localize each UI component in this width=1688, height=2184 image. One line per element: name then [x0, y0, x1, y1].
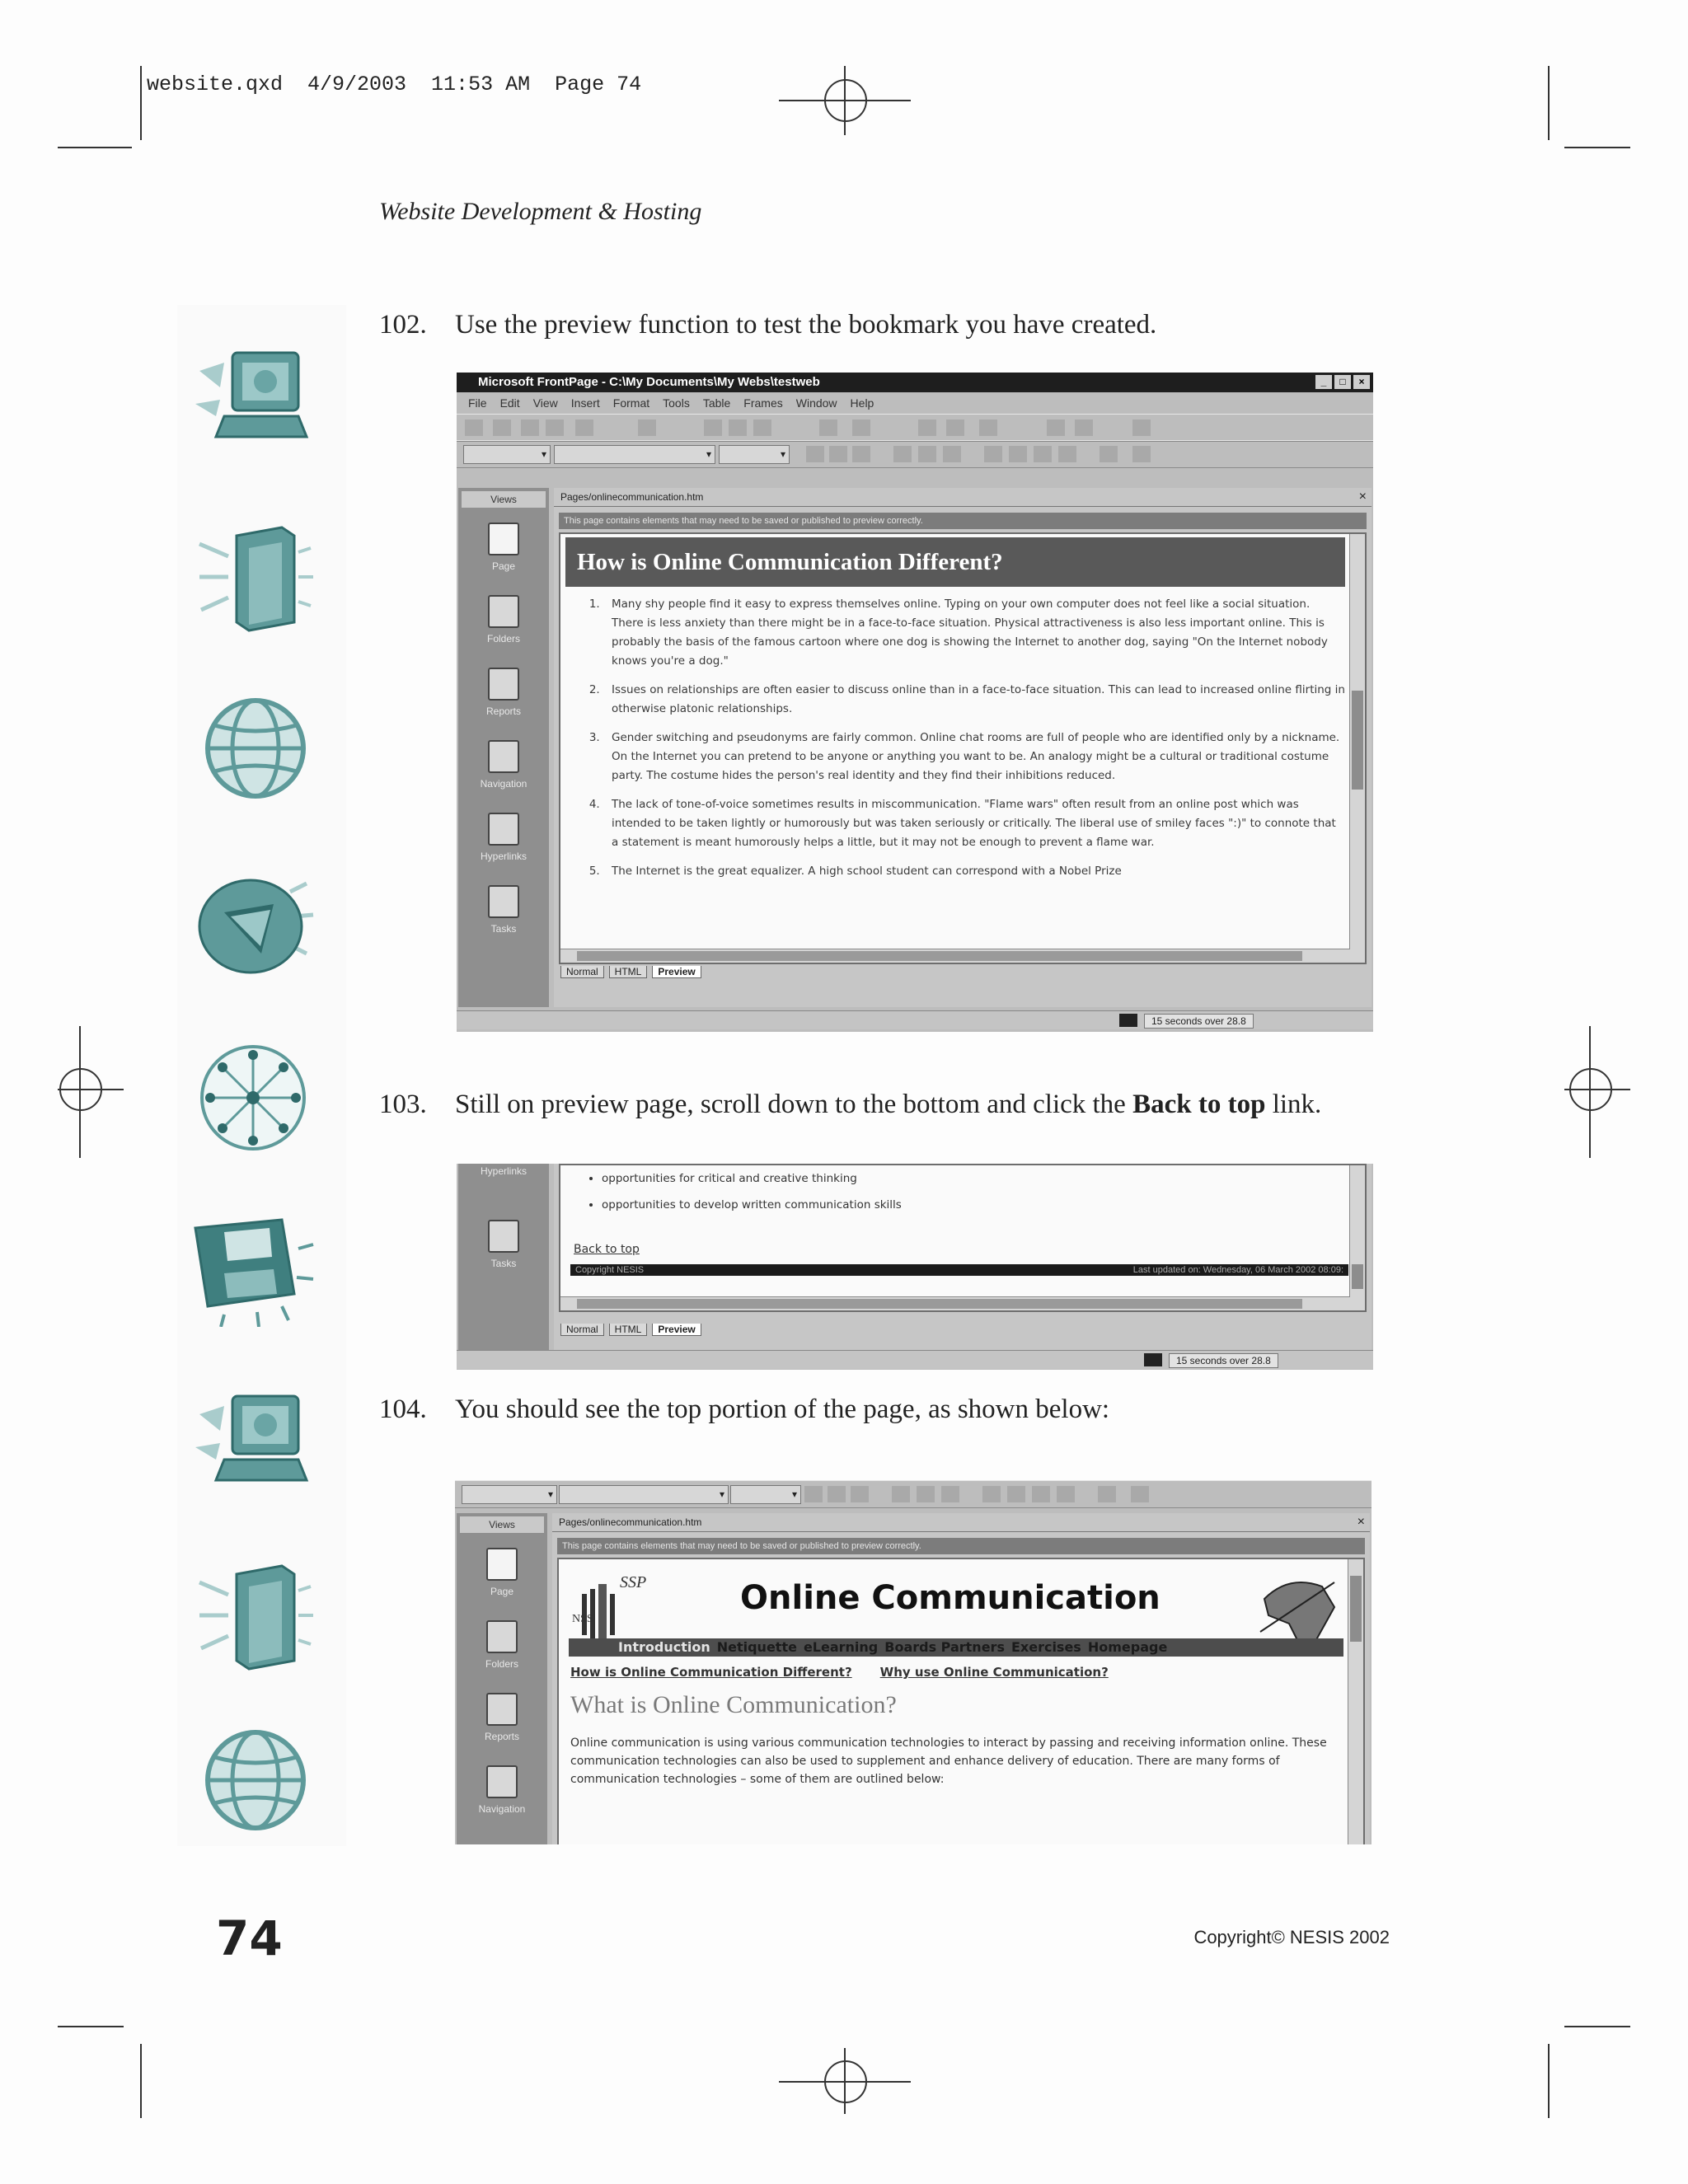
increase-indent-icon[interactable] [1058, 446, 1076, 462]
italic-icon[interactable] [829, 446, 847, 462]
nav-boards-partners[interactable]: Boards Partners [884, 1639, 1005, 1655]
download-time: 15 seconds over 28.8 [1144, 1014, 1254, 1029]
redo-icon[interactable] [852, 419, 870, 436]
link-why-use[interactable]: Why use Online Communication? [879, 1665, 1109, 1680]
banner-title: Online Communication [740, 1579, 1160, 1617]
view-label: Reports [484, 1731, 520, 1742]
menu-bar [457, 392, 1373, 414]
horizontal-scrollbar[interactable] [560, 949, 1350, 963]
nav-homepage[interactable]: Homepage [1087, 1639, 1168, 1655]
font-color-icon[interactable] [1131, 1486, 1149, 1502]
vertical-scrollbar[interactable] [1349, 1165, 1365, 1310]
step-text-bold: Back to top [1132, 1090, 1266, 1119]
view-hyperlinks[interactable] [458, 1165, 549, 1177]
menu-table[interactable]: Table [702, 396, 731, 410]
align-right-icon[interactable] [941, 1486, 959, 1502]
align-center-icon[interactable] [917, 1486, 935, 1502]
view-tabs [560, 966, 701, 978]
view-page[interactable] [457, 1548, 547, 1597]
view-label: Hyperlinks [480, 851, 527, 862]
section-heading: What is Online Communication? [570, 1691, 897, 1718]
page-view-icon [488, 523, 519, 555]
step-text: Use the preview function to test the bookmark you have created. [455, 310, 1157, 340]
nav-netiquette[interactable]: Netiquette [716, 1639, 797, 1655]
svg-text:NSS: NSS [572, 1613, 593, 1625]
tab-preview[interactable]: Preview [652, 1324, 701, 1336]
registration-line [79, 1026, 81, 1158]
increase-indent-icon[interactable] [1057, 1486, 1075, 1502]
menu-tools[interactable]: Tools [663, 396, 690, 410]
tab-normal[interactable]: Normal [560, 1324, 604, 1336]
panel-title-bar [552, 1513, 1370, 1532]
view-label: Hyperlinks [480, 1165, 527, 1177]
view-page[interactable] [458, 523, 549, 572]
refresh-icon[interactable] [1075, 419, 1093, 436]
copy-icon[interactable] [729, 419, 747, 436]
floppy-disk-icon [191, 1212, 315, 1327]
spelling-icon[interactable] [638, 419, 656, 436]
menu-format[interactable]: Format [612, 396, 650, 410]
step-text [455, 1090, 1321, 1120]
step-text-part: Still on preview page, scroll down to the bottom and click the [455, 1090, 1133, 1119]
back-to-top-link[interactable]: Back to top [574, 1243, 640, 1256]
preview-content [557, 1558, 1365, 1844]
align-left-icon[interactable] [892, 1486, 910, 1502]
view-label: Reports [485, 705, 522, 717]
tab-normal[interactable]: Normal [560, 966, 604, 978]
menu-edit[interactable]: Edit [499, 396, 520, 410]
opportunities-list [569, 1165, 902, 1218]
view-label: Tasks [490, 1258, 517, 1269]
crop-mark [58, 2026, 124, 2027]
navigation-view-icon [486, 1765, 518, 1798]
vertical-scrollbar[interactable] [1349, 534, 1365, 963]
status-bar [457, 1010, 1373, 1029]
panel-title-bar [554, 488, 1372, 507]
scroll-thumb[interactable] [1352, 691, 1363, 790]
navigation-view-icon [488, 740, 519, 773]
computer-icon [191, 338, 315, 453]
crop-mark [1548, 2044, 1550, 2118]
tasks-view-icon [488, 885, 519, 918]
nav-elearning[interactable]: eLearning [803, 1639, 879, 1655]
minimize-button[interactable]: _ [1315, 375, 1332, 389]
view-label: Page [490, 1586, 514, 1597]
registration-line [1564, 1089, 1630, 1090]
preview-content [559, 532, 1367, 964]
page-number: 74 [216, 1910, 283, 1966]
view-label: Navigation [478, 1803, 526, 1815]
frontpage-screenshot-1 [457, 373, 1373, 1032]
crop-mark [1564, 147, 1630, 148]
bold-icon[interactable] [804, 1486, 823, 1502]
menu-view[interactable]: View [532, 396, 558, 410]
font-dropdown[interactable]: ▾ [554, 445, 715, 464]
bullets-icon[interactable] [1009, 446, 1027, 462]
registration-line [844, 66, 846, 135]
nav-introduction[interactable]: Introduction [618, 1639, 710, 1655]
numbering-icon[interactable] [984, 446, 1002, 462]
network-icon [191, 1040, 315, 1155]
view-reports[interactable] [457, 1693, 547, 1742]
registration-line [1589, 1026, 1591, 1158]
insert-component-icon[interactable] [918, 419, 936, 436]
view-label: Navigation [480, 778, 528, 790]
bold-icon[interactable] [806, 446, 824, 462]
help-icon[interactable] [1132, 419, 1151, 436]
folders-view-icon [488, 595, 519, 628]
frontpage-screenshot-2 [457, 1164, 1373, 1370]
menu-file[interactable]: File [468, 396, 487, 410]
frontpage-screenshot-3 [455, 1480, 1372, 1844]
cut-icon[interactable] [704, 419, 722, 436]
in-page-links [570, 1665, 1109, 1680]
window-title-bar [457, 373, 1373, 392]
align-center-icon[interactable] [918, 446, 936, 462]
save-icon[interactable] [521, 419, 539, 436]
step-number: 104. [379, 1394, 427, 1424]
scroll-thumb[interactable] [577, 951, 1302, 961]
view-folders[interactable] [457, 1620, 547, 1670]
panel-title: Pages/onlinecommunication.htm [560, 491, 704, 503]
open-icon[interactable] [493, 419, 511, 436]
preview-warning: This page contains elements that may need to be saved or published to preview correctly. [559, 513, 1367, 529]
reports-view-icon [488, 668, 519, 701]
maximize-button[interactable]: □ [1334, 375, 1351, 389]
style-dropdown[interactable]: ▾ [463, 445, 551, 464]
view-label: Folders [486, 633, 520, 644]
close-panel-icon[interactable]: × [1358, 490, 1367, 504]
menu-help[interactable]: Help [850, 396, 874, 410]
views-bar [458, 488, 549, 1007]
horizontal-scrollbar[interactable] [560, 1296, 1350, 1310]
views-header: Views [462, 491, 546, 508]
new-page-icon[interactable] [465, 419, 483, 436]
hyperlink-icon[interactable] [1047, 419, 1065, 436]
page-panel [554, 488, 1372, 1007]
page-footer-bar [570, 1264, 1348, 1276]
decrease-indent-icon[interactable] [1032, 1486, 1050, 1502]
list-item: 4. The lack of tone-of-voice sometimes results in miscommunication. "Flame wars" often result from an online post which was intended to be taken lightly or humorously but was taken seriously or critically. The liberal use of smiley faces ":)" to connote that a statement is meant humorously helps a little, but it may not be enough to prevent a flame war. [603, 795, 1345, 852]
insert-picture-icon[interactable] [979, 419, 997, 436]
list-item: 3. Gender switching and pseudonyms are fairly common. Online chat rooms are full of people who are identified only by a nickname. On the Internet you can pretend to be anyone or anything you want to be. An analogy might be a cultural or traditional costume party. The costume hides the person's real identity and they find their inhibitions reduced. [603, 729, 1345, 785]
list-item: 1. Many shy people find it easy to express themselves online. Typing on your own computer does not feel like a social situation. There is less anxiety than there might be in a face-to-face situation. Physical attractiveness is also less important online. This is probably the basis of the famous cartoon where one dog is showing the Internet to another dog, saying "On the Internet nobody knows you're a dog." [603, 595, 1345, 671]
status-bar [457, 1350, 1373, 1369]
list-item: • opportunities to develop written communication skills [602, 1192, 902, 1218]
view-navigation[interactable] [458, 740, 549, 790]
crop-mark [58, 147, 132, 148]
underline-icon[interactable] [852, 446, 870, 462]
window-title: Microsoft FrontPage - C:\My Documents\My Webs\testweb [478, 375, 820, 389]
decrease-indent-icon[interactable] [1034, 446, 1052, 462]
font-size-dropdown[interactable]: ▾ [730, 1485, 801, 1504]
close-panel-icon[interactable]: × [1357, 1515, 1365, 1529]
scroll-thumb[interactable] [1350, 1576, 1362, 1642]
tower-pc-icon [191, 519, 315, 635]
page-heading: How is Online Communication Different? [565, 537, 1345, 587]
monitor-icon [191, 867, 315, 982]
list-item: • opportunities for critical and creative thinking [602, 1165, 902, 1192]
hyperlinks-view-icon [488, 813, 519, 846]
view-folders[interactable] [458, 595, 549, 644]
font-dropdown[interactable]: ▾ [559, 1485, 729, 1504]
tab-preview[interactable]: Preview [652, 966, 701, 978]
folder-list-icon[interactable] [575, 419, 593, 436]
intro-paragraph: Online communication is using various communication technologies to interact by passing and receiving information online. These communication technologies can also be used to supplement and enhance delivery of education. There are many forms of communication technologies – some of them are outlined below: [570, 1736, 1327, 1786]
list-item: 5. The Internet is the great equalizer. A high school student can correspond with a Nobel Prize [603, 862, 1345, 881]
step-text: You should see the top portion of the page, as shown below: [455, 1394, 1110, 1424]
link-how-different[interactable]: How is Online Communication Different? [570, 1665, 852, 1680]
step-number: 103. [379, 1090, 427, 1119]
menu-window[interactable]: Window [795, 396, 837, 410]
underline-icon[interactable] [851, 1486, 869, 1502]
site-nav [569, 1638, 1343, 1657]
svg-text:SSP: SSP [620, 1573, 647, 1591]
view-reports[interactable] [458, 668, 549, 717]
standard-toolbar [457, 414, 1373, 442]
view-label: Page [491, 560, 516, 572]
insert-table-icon[interactable] [946, 419, 964, 436]
copyright-notice: Copyright© NESIS 2002 [1193, 1927, 1390, 1947]
running-header: Website Development & Hosting [379, 198, 702, 225]
nav-exercises[interactable]: Exercises [1010, 1639, 1081, 1655]
status-icon [1119, 1014, 1137, 1027]
page-panel [552, 1513, 1370, 1844]
italic-icon[interactable] [828, 1486, 846, 1502]
footer-copyright: Copyright NESIS [575, 1265, 645, 1275]
step-number: 102. [379, 310, 427, 340]
step-text-part: link. [1265, 1090, 1322, 1119]
view-tasks[interactable] [458, 1220, 549, 1269]
vertical-scrollbar[interactable] [1348, 1559, 1363, 1844]
undo-icon[interactable] [819, 419, 837, 436]
tab-html[interactable]: HTML [609, 966, 648, 978]
formatting-toolbar [457, 440, 1373, 468]
download-time: 15 seconds over 28.8 [1169, 1353, 1278, 1368]
registration-line [58, 1089, 124, 1090]
view-label: Tasks [490, 923, 517, 935]
menu-insert[interactable]: Insert [570, 396, 600, 410]
folders-view-icon [486, 1620, 518, 1653]
paste-icon[interactable] [753, 419, 771, 436]
numbering-icon[interactable] [982, 1486, 1001, 1502]
registration-line [844, 2048, 846, 2114]
preview-warning: This page contains elements that may need to be saved or published to preview correctly. [557, 1538, 1365, 1554]
views-bar [458, 1164, 549, 1350]
view-navigation[interactable] [457, 1765, 547, 1815]
menu-frames[interactable]: Frames [743, 396, 783, 410]
print-icon[interactable] [546, 419, 564, 436]
list-item: 2. Issues on relationships are often easier to discuss online than in a face-to-face situation. This can lead to increased online flirting in otherwise platonic relationships. [603, 681, 1345, 719]
bullets-icon[interactable] [1007, 1486, 1025, 1502]
differences-list [577, 595, 1345, 891]
page-panel [554, 1164, 1372, 1350]
font-color-icon[interactable] [1132, 446, 1151, 462]
view-tabs [560, 1324, 701, 1336]
globe-icon [191, 691, 315, 806]
crop-mark [1564, 2026, 1630, 2027]
computer-icon [191, 1381, 315, 1497]
scroll-thumb[interactable] [577, 1299, 1302, 1309]
crop-mark [140, 66, 142, 140]
print-slug: website.qxd 4/9/2003 11:53 AM Page 74 [147, 73, 642, 96]
formatting-toolbar [455, 1480, 1372, 1508]
align-left-icon[interactable] [893, 446, 912, 462]
style-dropdown[interactable]: ▾ [462, 1485, 557, 1504]
close-button[interactable]: × [1353, 375, 1370, 389]
tower-pc-icon [191, 1558, 315, 1673]
tab-html[interactable]: HTML [609, 1324, 648, 1336]
crop-mark [1548, 66, 1550, 140]
font-size-dropdown[interactable]: ▾ [719, 445, 790, 464]
preview-content [559, 1164, 1367, 1312]
crop-mark [140, 2044, 142, 2118]
scroll-thumb[interactable] [1352, 1264, 1363, 1289]
status-icon [1144, 1353, 1162, 1366]
view-label: Folders [485, 1658, 518, 1670]
footer-updated: Last updated on: Wednesday, 06 March 2002 08:09: [1132, 1265, 1343, 1275]
view-hyperlinks[interactable] [458, 813, 549, 862]
view-tasks[interactable] [458, 885, 549, 935]
align-right-icon[interactable] [943, 446, 961, 462]
globe-icon [191, 1722, 315, 1838]
tasks-view-icon [488, 1220, 519, 1253]
page-view-icon [486, 1548, 518, 1581]
reports-view-icon [486, 1693, 518, 1726]
highlight-icon[interactable] [1098, 1486, 1116, 1502]
panel-title: Pages/onlinecommunication.htm [559, 1516, 702, 1528]
highlight-icon[interactable] [1100, 446, 1118, 462]
views-bar [457, 1513, 547, 1844]
views-header: Views [460, 1516, 544, 1533]
